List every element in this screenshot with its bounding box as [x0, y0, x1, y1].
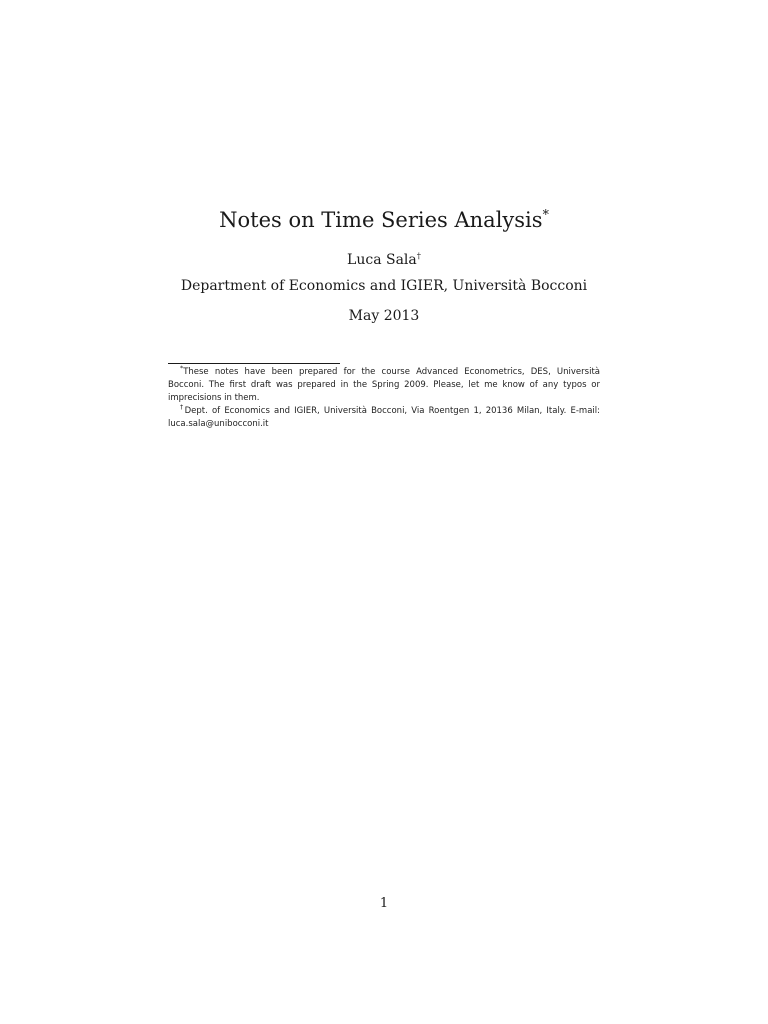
footnote-text: These notes have been prepared for the course Advanced Econometrics, DES, Università Bocconi. The first draft was prepared in the Spring 2009. Please, let me know of any typos or imprecisions in them. — [168, 367, 600, 403]
page-number: 1 — [379, 896, 389, 911]
footnote-text: Dept. of Economics and IGIER, Università Bocconi, Via Roentgen 1, 20136 Milan, Italy. E-mail: luca.sala@unibocconi.it — [168, 406, 600, 429]
footnote-mark: * — [180, 364, 184, 373]
author-line — [0, 249, 768, 271]
footnote-rule — [168, 363, 340, 364]
author-footnote-mark: † — [416, 250, 421, 261]
author-name: Luca Sala — [347, 252, 417, 268]
author-affiliation: Department of Economics and IGIER, Università Bocconi — [180, 278, 588, 294]
footnotes — [168, 366, 600, 431]
footnote-mark: † — [180, 403, 185, 412]
publication-date: May 2013 — [348, 308, 420, 324]
paper-title — [0, 205, 768, 235]
footnote-title — [168, 366, 600, 405]
title-text: Notes on Time Series Analysis — [219, 208, 543, 232]
title-footnote-mark: * — [542, 207, 549, 222]
footnote-author — [168, 405, 600, 431]
